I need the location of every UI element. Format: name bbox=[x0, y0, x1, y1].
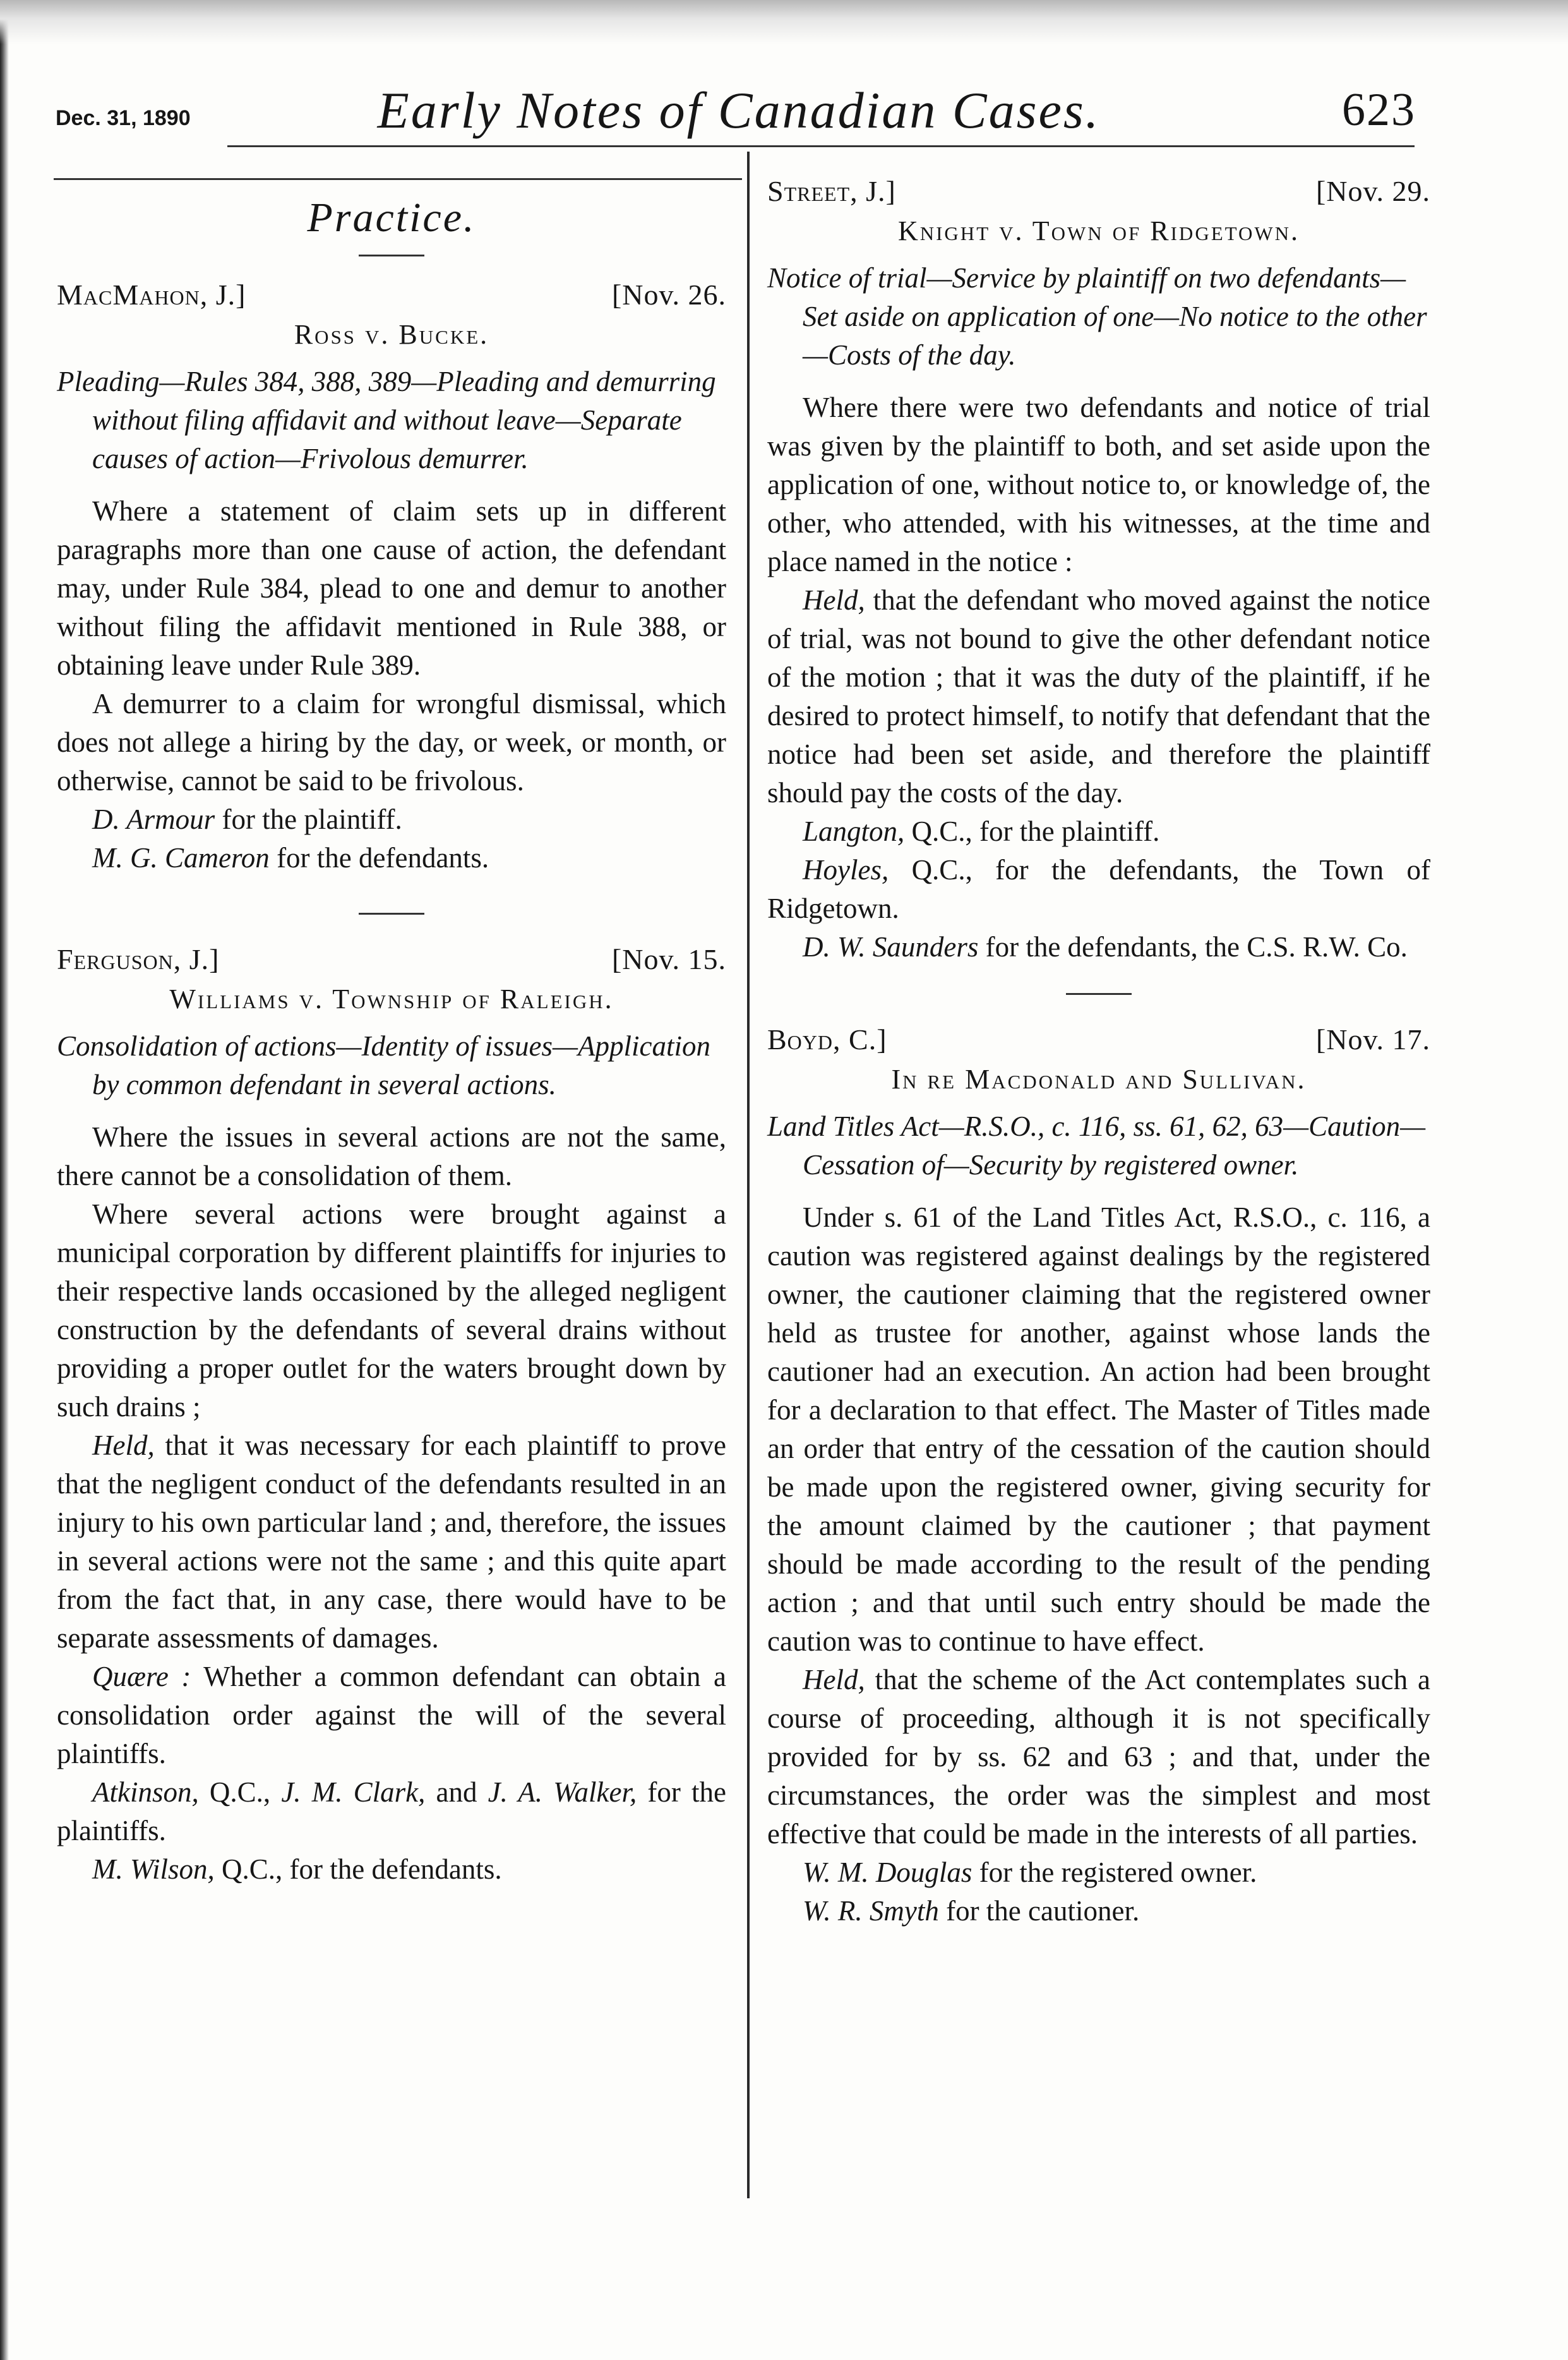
quaere-label: Quære : bbox=[92, 1661, 191, 1692]
counsel-name: D. W. Saunders bbox=[803, 931, 979, 963]
counsel-name: D. Armour bbox=[92, 804, 215, 835]
case-name: Ross v. Bucke. bbox=[294, 319, 489, 350]
held-label: Held, bbox=[803, 584, 865, 616]
header-rule bbox=[227, 145, 1415, 147]
held-paragraph bbox=[57, 1426, 726, 1658]
case-name: In re Macdonald and Sullivan. bbox=[891, 1064, 1307, 1095]
counsel-name: W. R. Smyth bbox=[803, 1895, 939, 1927]
case-header bbox=[767, 172, 1430, 210]
case-name: Knight v. Town of Ridgetown. bbox=[897, 215, 1300, 246]
counsel-line bbox=[767, 812, 1430, 851]
counsel-line bbox=[767, 1892, 1430, 1930]
counsel-name: Hoyles, bbox=[803, 854, 889, 886]
held-paragraph bbox=[767, 581, 1430, 812]
paragraph: Under s. 61 of the Land Titles Act, R.S.O., c. 116, a caution was registered against dealings by the registered owner, the cautioner claiming that the registered owner held as trustee for another, against whose lands the cautioner had an execution. An action had been brought for a declaration to that effect. The Master of Titles made an order that entry of the cessation of the caution should be made upon the registered owner, giving security for the amount claimed by the cautioner ; that payment should be made according to the result of the pending action ; and that until such entry should be made the caution was to continue to have effect. bbox=[767, 1201, 1430, 1657]
case-williams-v-raleigh bbox=[57, 940, 726, 1889]
case-separator-rule bbox=[1066, 993, 1132, 995]
counsel-role: for the plaintiff. bbox=[215, 804, 402, 835]
section-title: Practice. bbox=[307, 195, 476, 241]
counsel-name: M. Wilson, bbox=[92, 1853, 215, 1885]
case-separator-rule bbox=[359, 913, 424, 915]
counsel-role: for the registered owner. bbox=[972, 1857, 1257, 1888]
counsel-text: and bbox=[425, 1776, 488, 1808]
header-page-number: 623 bbox=[1342, 84, 1416, 136]
section-rule bbox=[359, 255, 424, 256]
counsel-role: for the defendants, the C.S. R.W. Co. bbox=[978, 931, 1408, 963]
page-edge-shadow bbox=[0, 0, 9, 2360]
held-paragraph bbox=[767, 1661, 1430, 1853]
judge: Ferguson, J.] bbox=[57, 943, 220, 975]
held-text: that the defendant who moved against the notice of trial, was not bound to give the other defendant notice of the motion ; that it was the duty of the plaintiff, if he desired to protect himself, to notify that defendant that the notice had been set aside, and therefore the plaintiff should pay the costs of the day. bbox=[767, 584, 1430, 809]
counsel-role: for the defendants. bbox=[269, 842, 489, 874]
counsel-line bbox=[767, 928, 1430, 966]
paragraph: A demurrer to a claim for wrongful dismissal, which does not allege a hiring by the day, or week, or month, or otherwise, cannot be said to be frivolous. bbox=[57, 688, 726, 797]
left-column bbox=[57, 183, 726, 1889]
case-header bbox=[57, 275, 726, 314]
counsel-line bbox=[57, 1773, 726, 1850]
counsel-line bbox=[57, 800, 726, 839]
paragraph: Where a statement of claim sets up in different paragraphs more than one cause of action, the defendant may, under Rule 384, plead to one and demur to another without filing the affidavit mentioned in Rule 388, or obtaining leave under Rule 389. bbox=[57, 495, 726, 681]
case-name: Williams v. Township of Raleigh. bbox=[169, 984, 614, 1014]
held-text: that the scheme of the Act contemplates such a course of proceeding, although it is not specifically provided for by ss. 62 and 63 ; and that, under the circumstances, the order was the simplest and most effective that could be made in the interests of all parties. bbox=[767, 1664, 1430, 1850]
case-ross-v-bucke bbox=[57, 275, 726, 877]
right-column bbox=[767, 166, 1430, 1930]
counsel-line bbox=[57, 1850, 726, 1889]
case-header bbox=[767, 1020, 1430, 1059]
counsel-name: Atkinson, bbox=[92, 1776, 199, 1808]
decision-date: [Nov. 15. bbox=[611, 943, 726, 975]
decision-date: [Nov. 26. bbox=[611, 279, 726, 311]
headnote: Consolidation of actions—Identity of issues—Application by common defendant in several actions. bbox=[57, 1030, 710, 1100]
headnote: Land Titles Act—R.S.O., c. 116, ss. 61, 62, 63—Caution—Cessation of—Security by registered owner. bbox=[767, 1111, 1426, 1181]
counsel-role: for the plaintiffs. bbox=[57, 1776, 727, 1846]
counsel-text: Q.C., bbox=[198, 1776, 282, 1808]
header-title: Early Notes of Canadian Cases. bbox=[377, 81, 1101, 139]
held-label: Held, bbox=[92, 1430, 155, 1461]
scan-top-noise bbox=[0, 0, 1568, 44]
judge: Boyd, C.] bbox=[767, 1023, 887, 1056]
judge: MacMahon, J.] bbox=[57, 279, 246, 311]
paragraph: Where the issues in several actions are not the same, there cannot be a consolidation of them. bbox=[57, 1121, 726, 1191]
quaere-text: Whether a common defendant can obtain a consolidation order against the will of the several plaintiffs. bbox=[57, 1661, 726, 1769]
decision-date: [Nov. 29. bbox=[1315, 175, 1430, 207]
counsel-line bbox=[57, 839, 726, 877]
headnote: Notice of trial—Service by plaintiff on two defendants—Set aside on application of one—No notice to the other—Costs of the day. bbox=[767, 262, 1427, 371]
page-header bbox=[51, 69, 1427, 145]
case-knight-v-ridgetown bbox=[767, 172, 1430, 966]
case-header bbox=[57, 940, 726, 978]
counsel-name: J. A. Walker, bbox=[488, 1776, 637, 1808]
counsel-name: J. M. Clark, bbox=[281, 1776, 426, 1808]
left-column-top-rule bbox=[54, 178, 742, 180]
counsel-line bbox=[767, 851, 1430, 928]
counsel-name: M. G. Cameron bbox=[92, 842, 270, 874]
held-label: Held, bbox=[803, 1664, 865, 1695]
held-text: that it was necessary for each plaintiff to prove that the negligent conduct of the defendants resulted in an injury to his own particular land ; and, therefore, the issues in several actions were not the same ; and this quite apart from the fact that, in any case, there would have to be separate assessments of damages. bbox=[57, 1430, 726, 1654]
counsel-role: Q.C., for the defendants, the Town of Ridgetown. bbox=[767, 854, 1430, 924]
counsel-line bbox=[767, 1853, 1430, 1892]
decision-date: [Nov. 17. bbox=[1315, 1023, 1430, 1056]
paragraph: Where there were two defendants and notice of trial was given by the plaintiff to both, and set aside upon the application of one, without notice to, or knowledge of, the other, who attended, with his witnesses, at the time and place named in the notice : bbox=[767, 392, 1430, 577]
counsel-role: for the cautioner. bbox=[938, 1895, 1140, 1927]
counsel-role: Q.C., for the plaintiff. bbox=[904, 816, 1160, 847]
counsel-role: Q.C., for the defendants. bbox=[214, 1853, 502, 1885]
paragraph: Where several actions were brought against a municipal corporation by different plaintiffs for injuries to their respective lands occasioned by the alleged negligent construction by the defendants of several drains without providing a proper outlet for the waters brought down by such drains ; bbox=[57, 1198, 726, 1423]
quaere-paragraph bbox=[57, 1658, 726, 1773]
column-divider bbox=[747, 152, 750, 2198]
header-date: Dec. 31, 1890 bbox=[56, 106, 191, 130]
case-re-macdonald-sullivan bbox=[767, 1020, 1430, 1930]
counsel-name: W. M. Douglas bbox=[803, 1857, 973, 1888]
counsel-name: Langton, bbox=[803, 816, 905, 847]
judge: Street, J.] bbox=[767, 175, 896, 207]
headnote: Pleading—Rules 384, 388, 389—Pleading and demurring without filing affidavit and without leave—Separate causes of action—Frivolous demurrer. bbox=[57, 366, 716, 474]
